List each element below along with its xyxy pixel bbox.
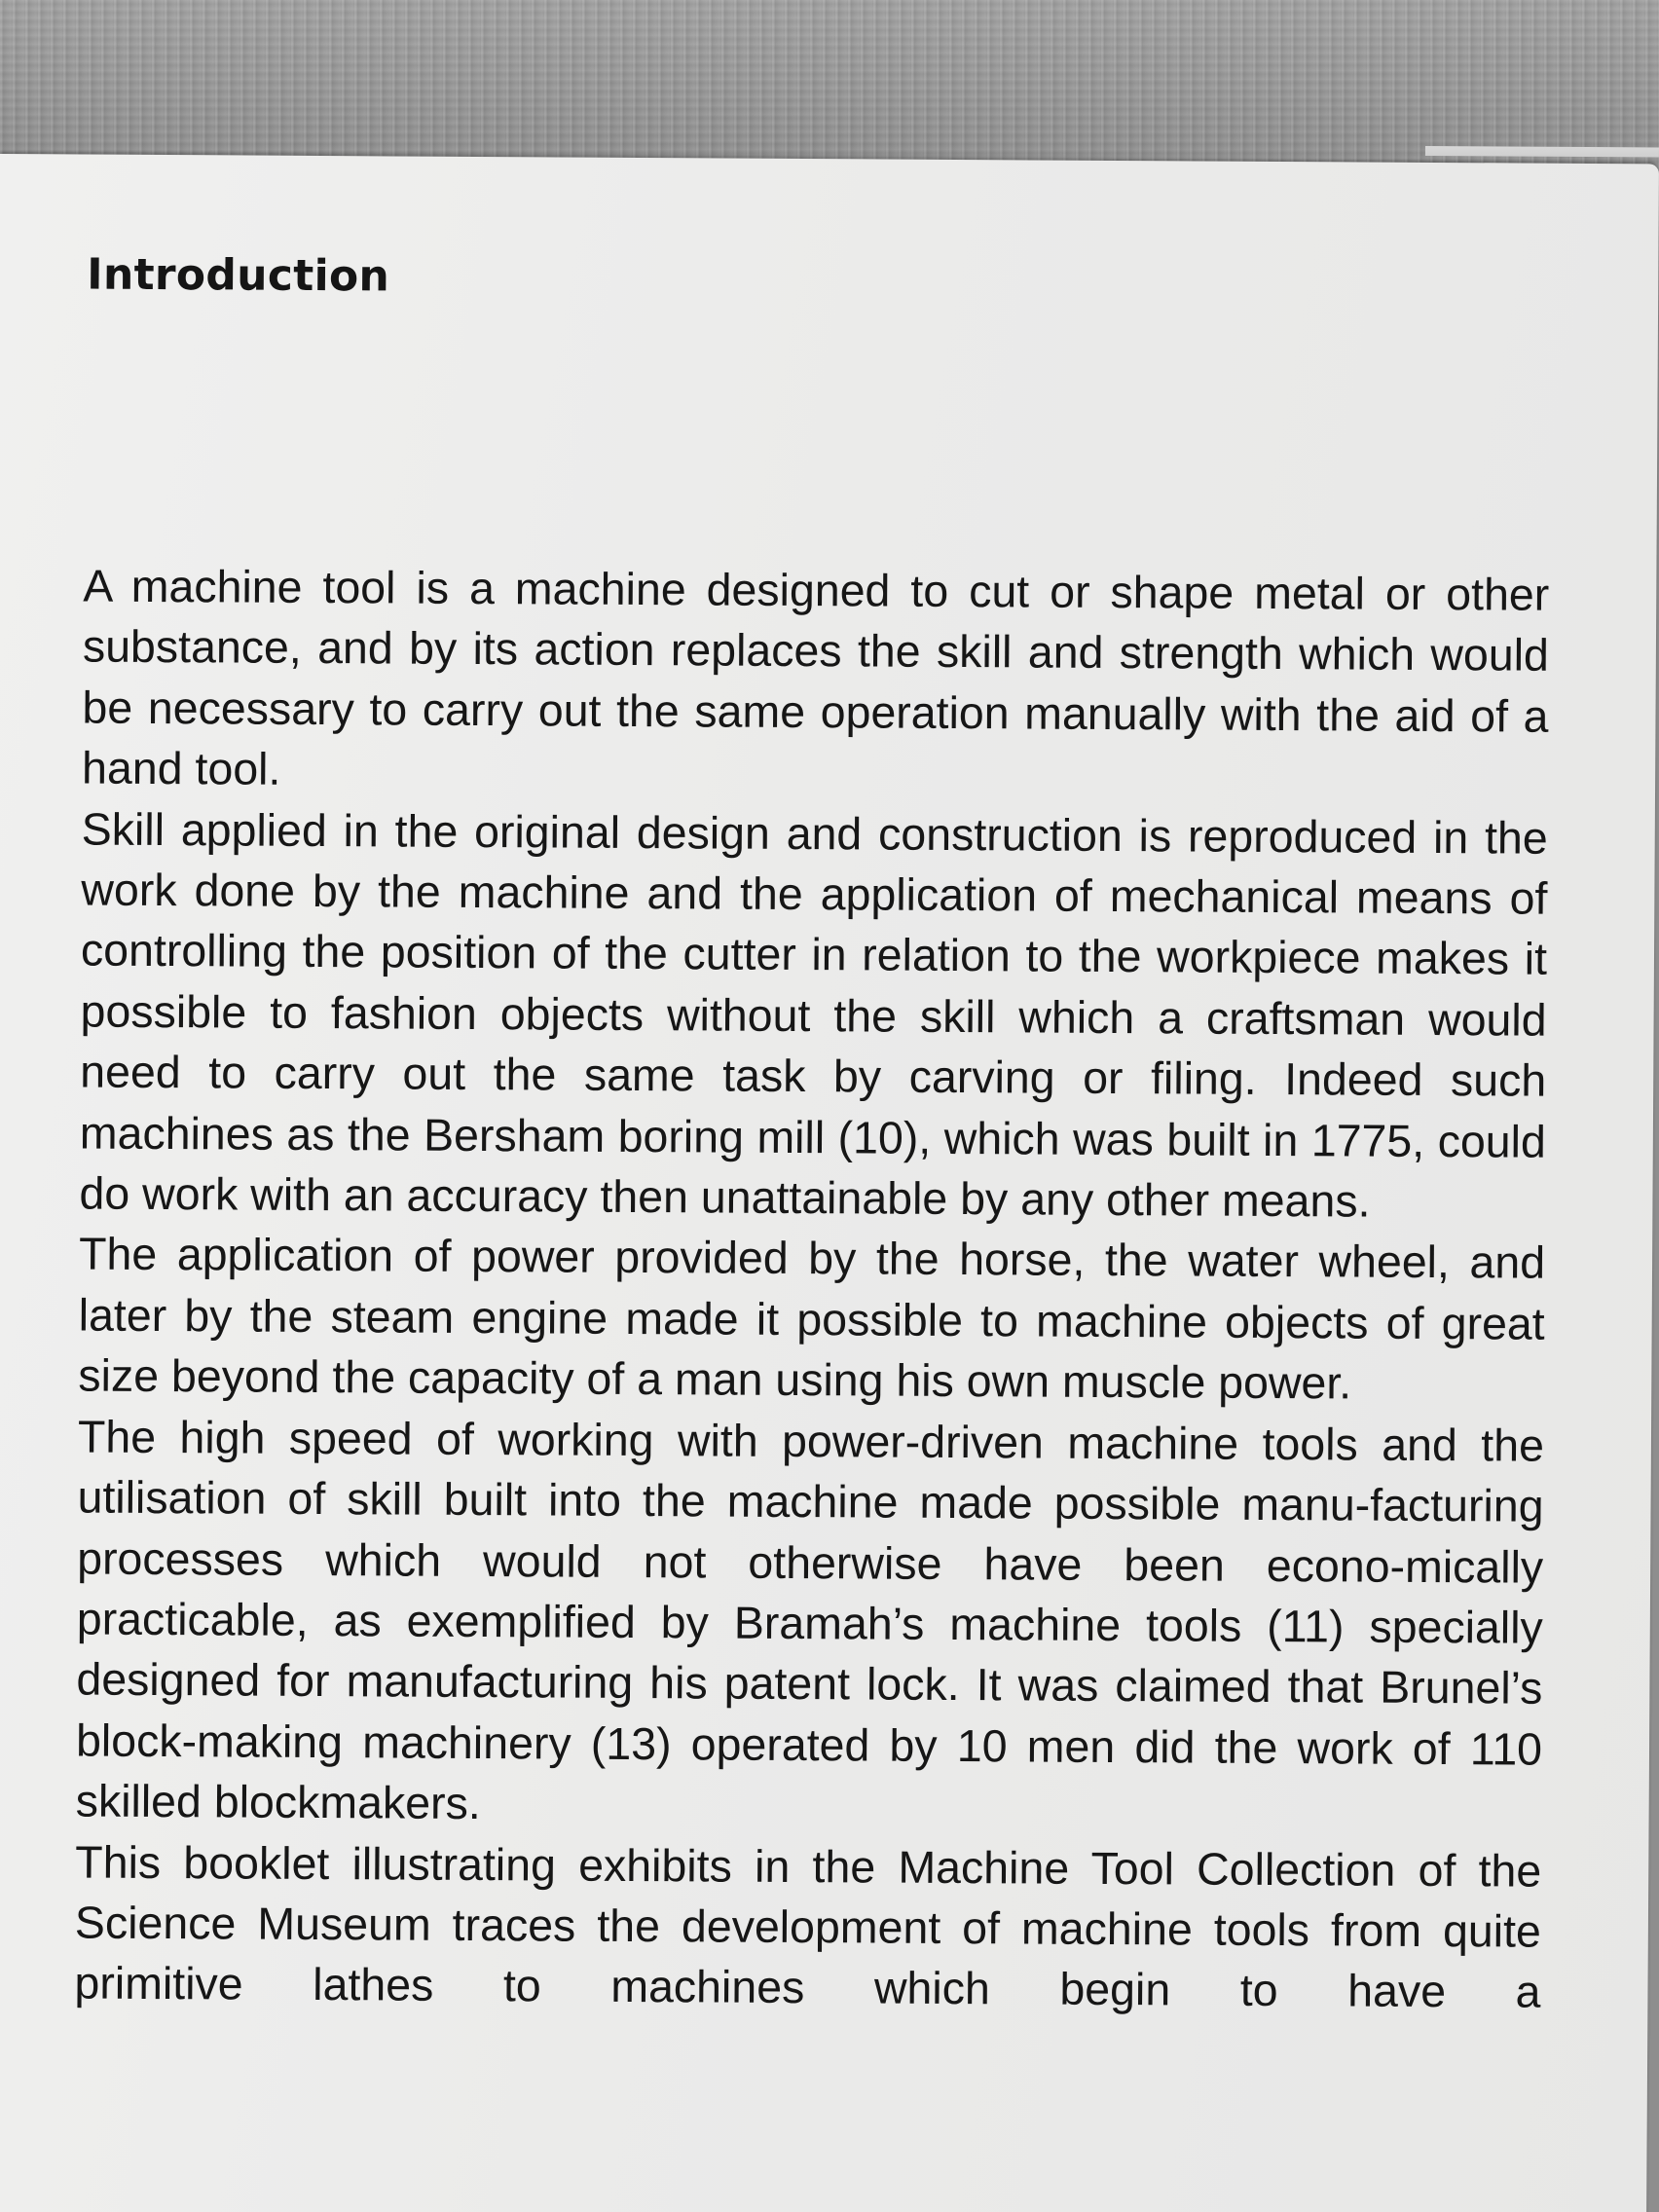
page-edge — [1425, 146, 1659, 157]
paragraph-2: Skill applied in the original design and construction is reproduced in the work done by the machine and the application of mechanical means of controlling the position of the cutter in relation to the workpiece makes it possible to fashion objects without the skill which a craftsman would need to carry out the same task by carving or filing. Indeed such machines as the Bersham boring mill (10), which was built in 1775, could do work with an accuracy then unattainable by any other means. — [79, 803, 1548, 1227]
section-heading: Introduction — [87, 249, 390, 302]
paragraph-5: This booklet illustrating exhibits in the Machine Tool Collection of the Science Museum traces the development of machine tools from quite primitive lathes to machines which begin to have a — [74, 1836, 1542, 2018]
book-page — [0, 154, 1659, 2212]
body-text — [74, 556, 1549, 2023]
paragraph-1: A machine tool is a machine designed to cut or shape metal or other substance, and by its action replaces the skill and strength which would be necessary to carry out the same operation manually with the aid of a hand tool. — [81, 560, 1550, 794]
paragraph-3: The application of power provided by the horse, the water wheel, and later by the steam engine made it possible to machine objects of great size beyond the capacity of a man using his own muscle power. — [78, 1228, 1546, 1409]
paragraph-4: The high speed of working with power-driven machine tools and the utilisation of skill built into the machine made possible manu-facturing processes which would not otherwise have been econo-mically practicable, as exemplified by Bramah’s machine tools (11) specially designed for manufacturing his patent lock. It was claimed that Brunel’s block-making machinery (13) operated by 10 men did the work of 110 skilled blockmakers. — [75, 1411, 1545, 1829]
